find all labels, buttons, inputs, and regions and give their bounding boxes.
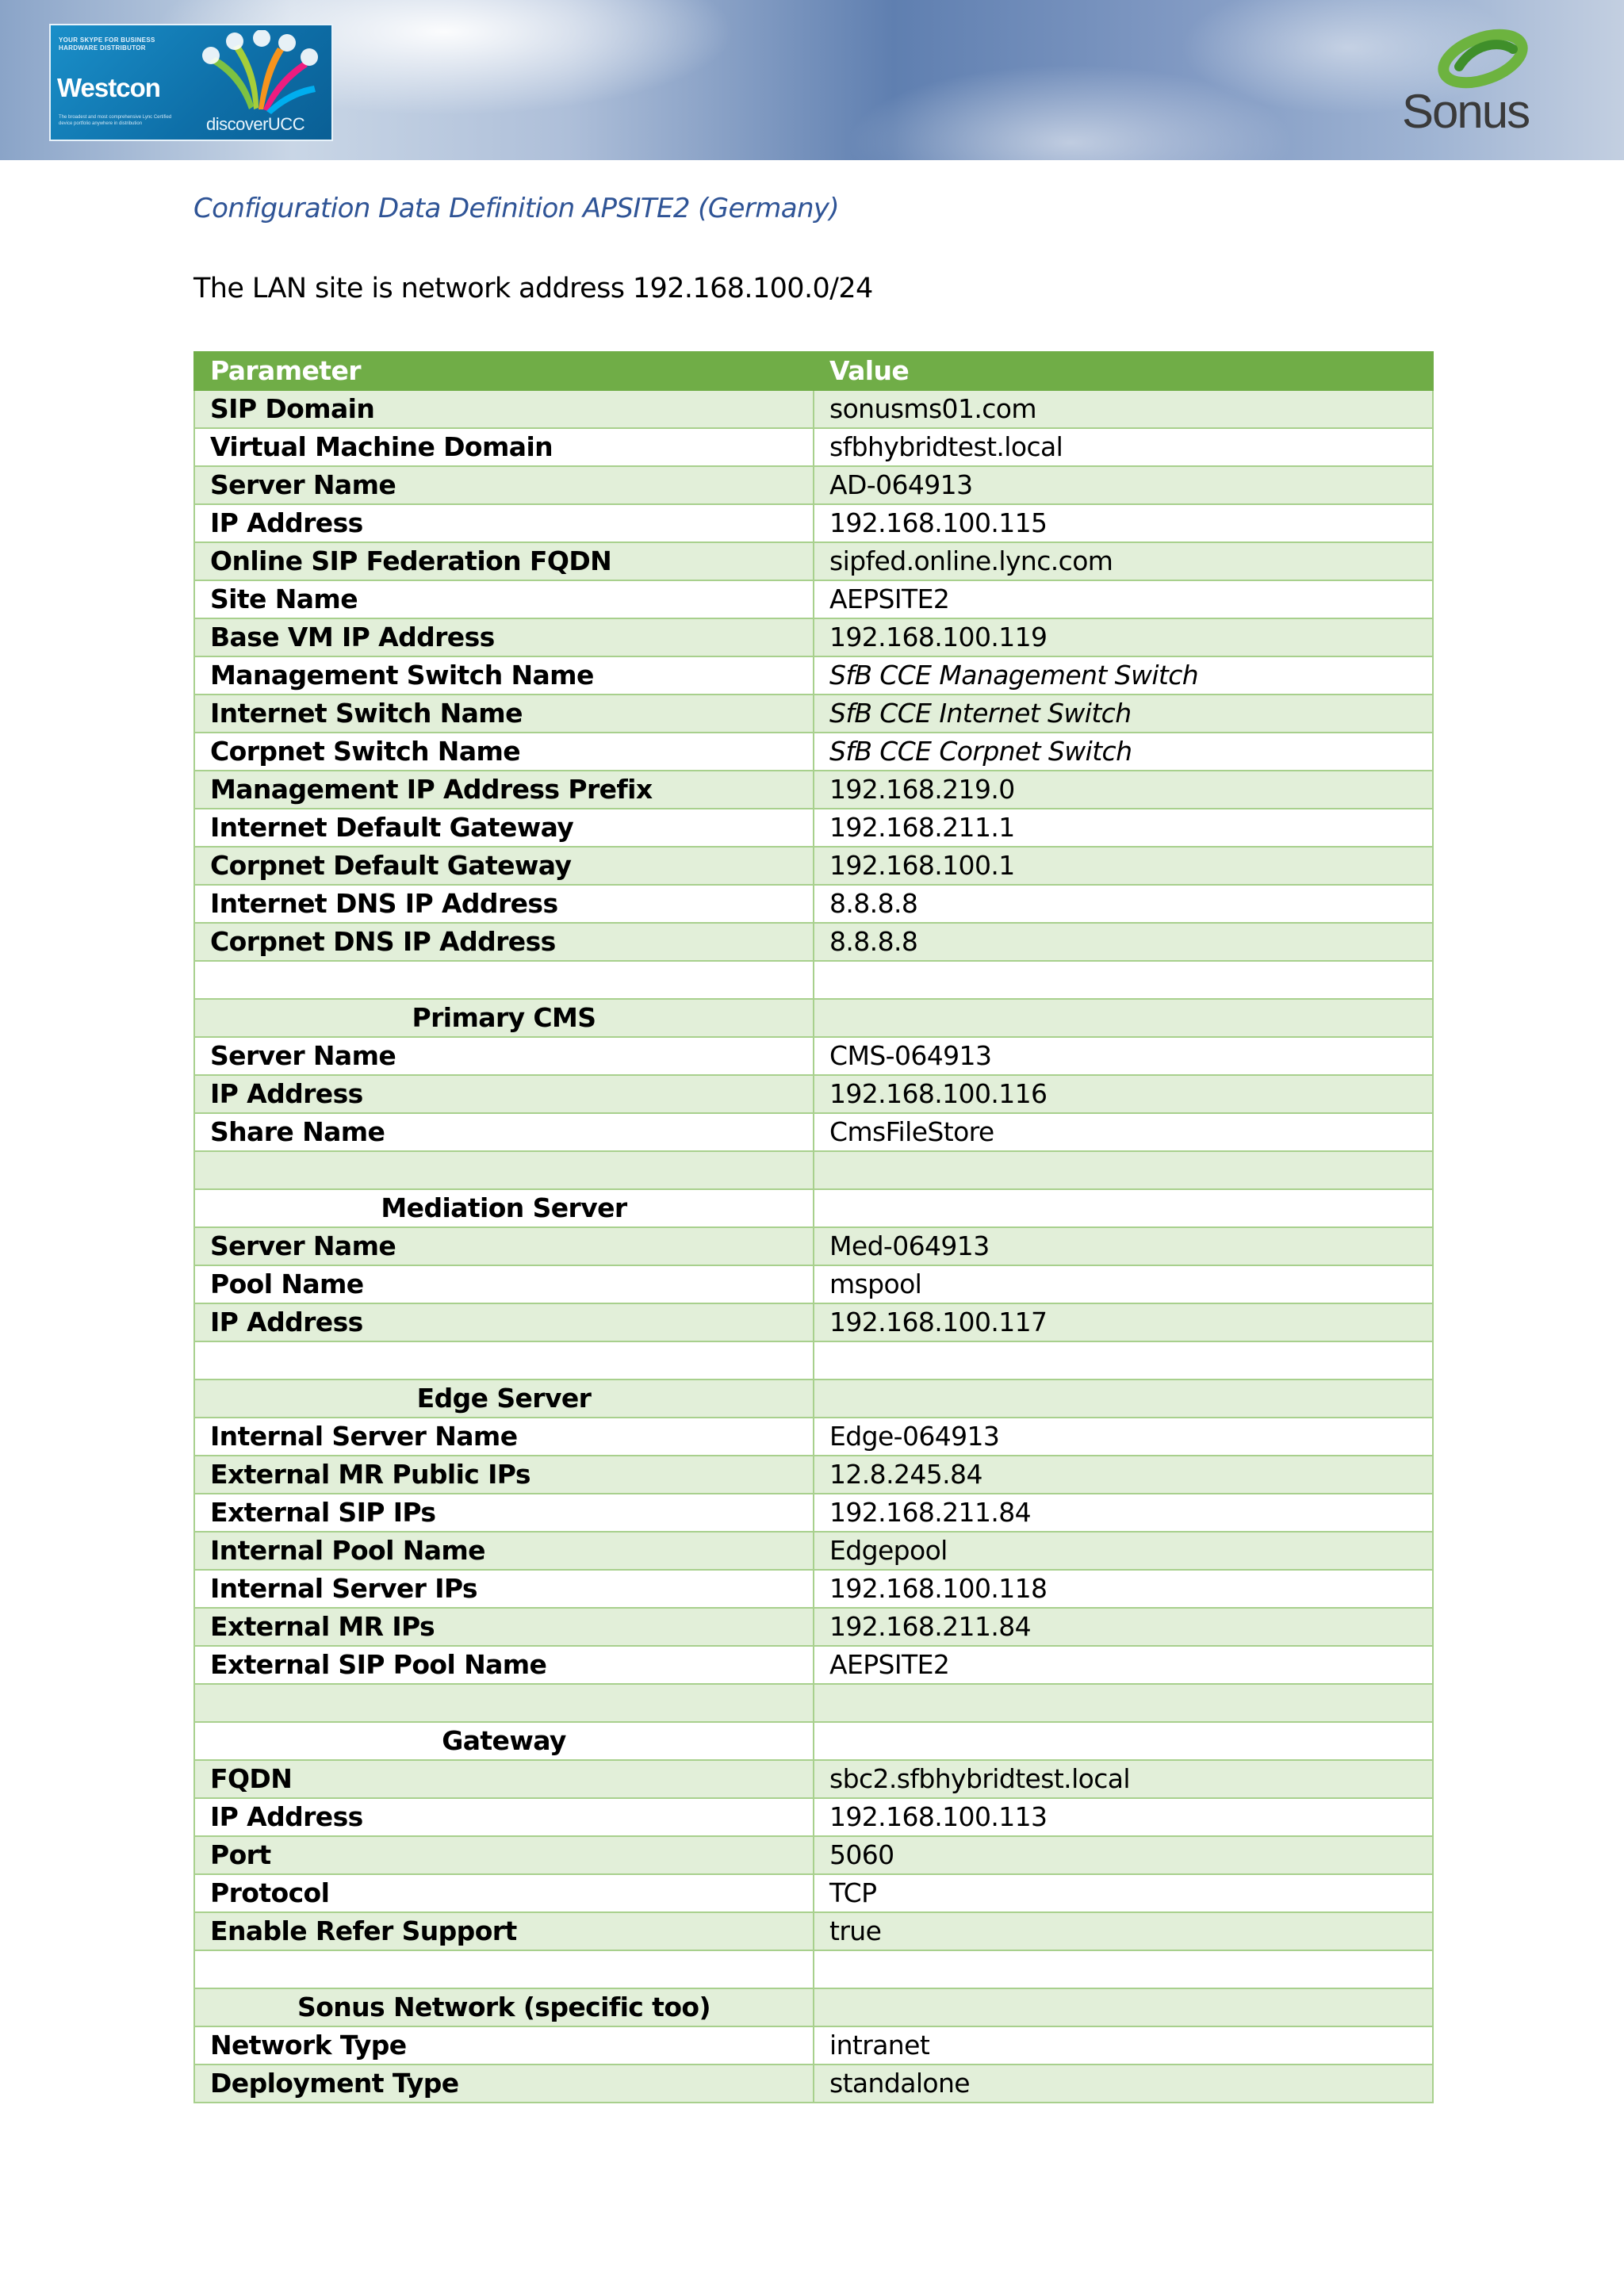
westcon-logo — [49, 24, 333, 141]
parameter-cell: Internet Default Gateway — [194, 809, 814, 847]
parameter-cell: External MR IPs — [194, 1608, 814, 1646]
table-section-row — [194, 1380, 1433, 1418]
section-heading: Edge Server — [194, 1380, 814, 1418]
value-cell: 192.168.100.118 — [814, 1570, 1433, 1608]
table-row — [194, 618, 1433, 656]
value-cell: 192.168.219.0 — [814, 771, 1433, 809]
table-row — [194, 1227, 1433, 1265]
value-cell: CmsFileStore — [814, 1113, 1433, 1151]
configuration-table — [193, 351, 1434, 2103]
table-spacer-row — [194, 1684, 1433, 1722]
value-cell: mspool — [814, 1265, 1433, 1303]
table-row — [194, 1075, 1433, 1113]
section-subtitle: Configuration Data Definition APSITE2 (Germany) — [193, 193, 840, 224]
table-row — [194, 1874, 1433, 1912]
parameter-cell: Server Name — [194, 1037, 814, 1075]
column-header-parameter: Parameter — [194, 352, 814, 390]
empty-cell — [814, 1722, 1433, 1760]
table-spacer-row — [194, 1950, 1433, 1988]
value-cell: 192.168.100.115 — [814, 504, 1433, 542]
parameter-cell: IP Address — [194, 1075, 814, 1113]
value-cell: 192.168.211.84 — [814, 1608, 1433, 1646]
empty-cell — [814, 1189, 1433, 1227]
parameter-cell: Enable Refer Support — [194, 1912, 814, 1950]
value-cell: standalone — [814, 2064, 1433, 2103]
empty-cell — [194, 1341, 814, 1380]
empty-cell — [814, 1950, 1433, 1988]
parameter-cell: Virtual Machine Domain — [194, 428, 814, 466]
parameter-cell: External SIP Pool Name — [194, 1646, 814, 1684]
parameter-cell: Protocol — [194, 1874, 814, 1912]
table-row — [194, 542, 1433, 580]
empty-cell — [194, 961, 814, 999]
parameter-cell: Port — [194, 1836, 814, 1874]
empty-cell — [814, 961, 1433, 999]
discoverucc-wordmark: discoverUCC — [206, 114, 305, 134]
parameter-cell: FQDN — [194, 1760, 814, 1798]
table-row — [194, 504, 1433, 542]
value-cell: intranet — [814, 2026, 1433, 2064]
intro-text: The LAN site is network address 192.168.100.0/24 — [193, 273, 873, 304]
parameter-cell: Base VM IP Address — [194, 618, 814, 656]
value-cell: 192.168.100.119 — [814, 618, 1433, 656]
sonus-wordmark: Sonus — [1402, 85, 1530, 138]
value-cell: 192.168.100.116 — [814, 1075, 1433, 1113]
table-spacer-row — [194, 1151, 1433, 1189]
table-row — [194, 580, 1433, 618]
table-row — [194, 656, 1433, 695]
table-row — [194, 1037, 1433, 1075]
parameter-cell: IP Address — [194, 504, 814, 542]
westcon-small-text: The broadest and most comprehensive Lync Certified device portfolio anywhere in distribution — [59, 115, 172, 126]
value-cell: CMS-064913 — [814, 1037, 1433, 1075]
table-spacer-row — [194, 961, 1433, 999]
value-cell: 192.168.100.113 — [814, 1798, 1433, 1836]
section-heading: Mediation Server — [194, 1189, 814, 1227]
table-row — [194, 733, 1433, 771]
table-row — [194, 1836, 1433, 1874]
table-spacer-row — [194, 1341, 1433, 1380]
parameter-cell: Pool Name — [194, 1265, 814, 1303]
empty-cell — [814, 1988, 1433, 2026]
value-cell: 8.8.8.8 — [814, 923, 1433, 961]
table-section-row — [194, 1189, 1433, 1227]
value-cell: SfB CCE Internet Switch — [814, 695, 1433, 733]
empty-cell — [814, 1380, 1433, 1418]
value-cell: Edgepool — [814, 1532, 1433, 1570]
value-cell: 12.8.245.84 — [814, 1456, 1433, 1494]
table-row — [194, 1532, 1433, 1570]
parameter-cell: External MR Public IPs — [194, 1456, 814, 1494]
value-cell: Med-064913 — [814, 1227, 1433, 1265]
value-cell: Edge-064913 — [814, 1418, 1433, 1456]
empty-cell — [814, 1151, 1433, 1189]
table-row — [194, 390, 1433, 428]
table-row — [194, 428, 1433, 466]
value-cell: 5060 — [814, 1836, 1433, 1874]
value-cell: 192.168.100.117 — [814, 1303, 1433, 1341]
value-cell: AEPSITE2 — [814, 1646, 1433, 1684]
parameter-cell: Share Name — [194, 1113, 814, 1151]
parameter-cell: Corpnet DNS IP Address — [194, 923, 814, 961]
table-row — [194, 809, 1433, 847]
empty-cell — [814, 1684, 1433, 1722]
parameter-cell: Network Type — [194, 2026, 814, 2064]
table-row — [194, 1303, 1433, 1341]
empty-cell — [194, 1950, 814, 1988]
value-cell: sfbhybridtest.local — [814, 428, 1433, 466]
parameter-cell: Management IP Address Prefix — [194, 771, 814, 809]
parameter-cell: Corpnet Switch Name — [194, 733, 814, 771]
westcon-tagline: YOUR SKYPE FOR BUSINESS HARDWARE DISTRIBUTOR — [59, 36, 155, 52]
table-header-row — [194, 352, 1433, 390]
table-row — [194, 847, 1433, 885]
table-row — [194, 1456, 1433, 1494]
table-row — [194, 695, 1433, 733]
value-cell: AD-064913 — [814, 466, 1433, 504]
empty-cell — [814, 999, 1433, 1037]
table-section-row — [194, 1722, 1433, 1760]
parameter-cell: Online SIP Federation FQDN — [194, 542, 814, 580]
table-row — [194, 1113, 1433, 1151]
value-cell: 8.8.8.8 — [814, 885, 1433, 923]
sonus-swirl-icon — [1435, 29, 1530, 89]
westcon-wordmark: Westcon — [57, 73, 160, 102]
parameter-cell: Server Name — [194, 466, 814, 504]
table-row — [194, 1760, 1433, 1798]
parameter-cell: Site Name — [194, 580, 814, 618]
table-section-row — [194, 1988, 1433, 2026]
parameter-cell: IP Address — [194, 1798, 814, 1836]
table-row — [194, 2064, 1433, 2103]
table-row — [194, 1418, 1433, 1456]
empty-cell — [814, 1341, 1433, 1380]
parameter-cell: Internal Server IPs — [194, 1570, 814, 1608]
section-heading: Sonus Network (specific too) — [194, 1988, 814, 2026]
value-cell: sbc2.sfbhybridtest.local — [814, 1760, 1433, 1798]
value-cell: TCP — [814, 1874, 1433, 1912]
value-cell: true — [814, 1912, 1433, 1950]
table-row — [194, 885, 1433, 923]
value-cell: SfB CCE Management Switch — [814, 656, 1433, 695]
parameter-cell: Internal Server Name — [194, 1418, 814, 1456]
parameter-cell: Management Switch Name — [194, 656, 814, 695]
sonus-logo — [1402, 29, 1553, 140]
table-row — [194, 923, 1433, 961]
value-cell: 192.168.211.1 — [814, 809, 1433, 847]
value-cell: AEPSITE2 — [814, 580, 1433, 618]
table-section-row — [194, 999, 1433, 1037]
header-banner — [0, 0, 1624, 160]
parameter-cell: Corpnet Default Gateway — [194, 847, 814, 885]
table-body — [194, 390, 1433, 2103]
parameter-cell: External SIP IPs — [194, 1494, 814, 1532]
parameter-cell: Server Name — [194, 1227, 814, 1265]
value-cell: 192.168.100.1 — [814, 847, 1433, 885]
table-row — [194, 1494, 1433, 1532]
parameter-cell: Internet DNS IP Address — [194, 885, 814, 923]
table-row — [194, 2026, 1433, 2064]
column-header-value: Value — [814, 352, 1433, 390]
value-cell: sonusms01.com — [814, 390, 1433, 428]
table-row — [194, 1646, 1433, 1684]
value-cell: SfB CCE Corpnet Switch — [814, 733, 1433, 771]
parameter-cell: Deployment Type — [194, 2064, 814, 2103]
value-cell: 192.168.211.84 — [814, 1494, 1433, 1532]
section-heading: Gateway — [194, 1722, 814, 1760]
table-row — [194, 1798, 1433, 1836]
table-row — [194, 466, 1433, 504]
table-row — [194, 1608, 1433, 1646]
parameter-cell: Internet Switch Name — [194, 695, 814, 733]
section-heading: Primary CMS — [194, 999, 814, 1037]
empty-cell — [194, 1684, 814, 1722]
parameter-cell: IP Address — [194, 1303, 814, 1341]
table-row — [194, 771, 1433, 809]
table-row — [194, 1912, 1433, 1950]
value-cell: sipfed.online.lync.com — [814, 542, 1433, 580]
table-row — [194, 1570, 1433, 1608]
table-row — [194, 1265, 1433, 1303]
parameter-cell: Internal Pool Name — [194, 1532, 814, 1570]
parameter-cell: SIP Domain — [194, 390, 814, 428]
ucc-fan-icon — [193, 30, 328, 117]
empty-cell — [194, 1151, 814, 1189]
